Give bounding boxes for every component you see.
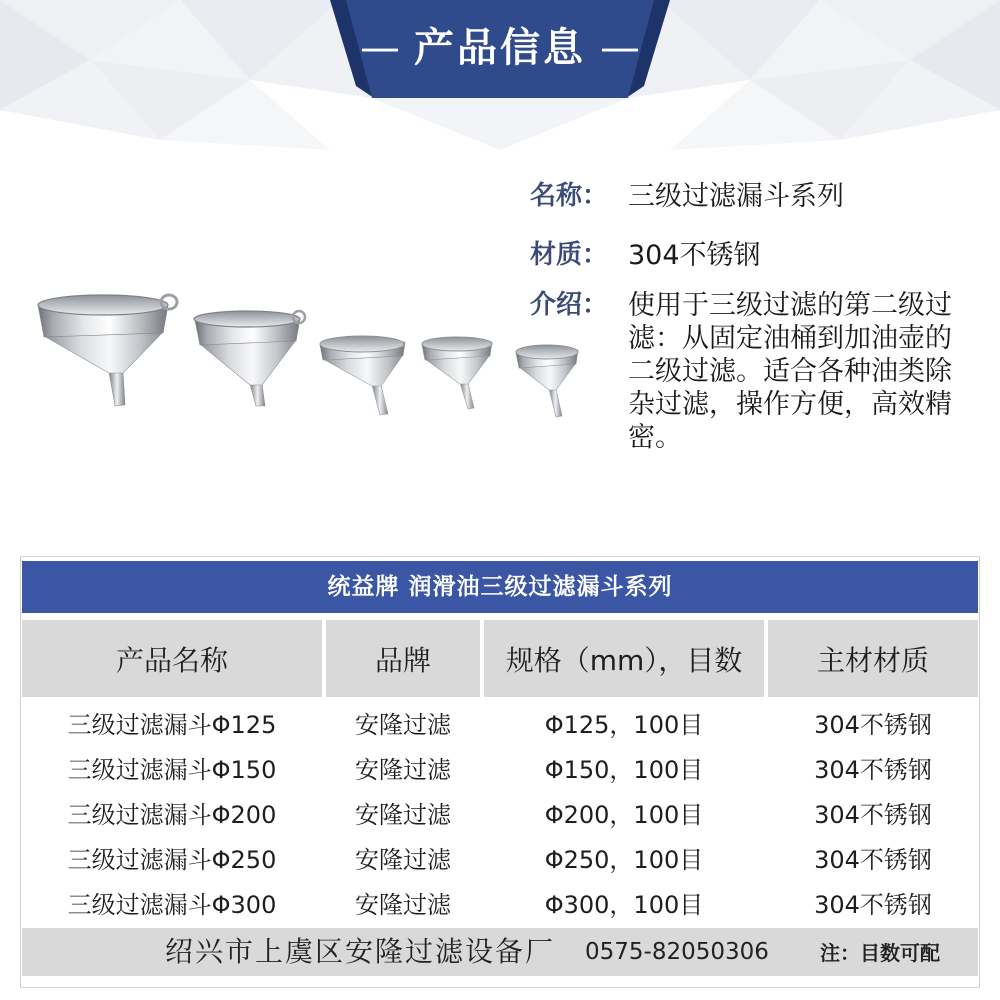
product-image-funnels (20, 280, 600, 430)
field-name-label: 名称： (530, 181, 609, 211)
cell-brand: 安隆过滤 (326, 700, 480, 745)
company-name: 绍兴市上虞区安隆过滤设备厂 (165, 935, 556, 968)
table-row (22, 835, 978, 880)
field-intro (530, 289, 953, 454)
footer-bar (22, 928, 978, 976)
table-row (22, 880, 978, 925)
cell-product-name: 三级过滤漏斗Φ125 (22, 700, 322, 745)
cell-brand: 安隆过滤 (326, 745, 480, 790)
field-material-label: 材质： (530, 240, 609, 270)
cell-material: 304不锈钢 (768, 880, 978, 925)
footer-note: 注：目数可配 (820, 941, 940, 965)
cell-spec: Φ250，100目 (484, 835, 764, 880)
field-material (530, 239, 761, 272)
cell-product-name: 三级过滤漏斗Φ150 (22, 745, 322, 790)
table-row (22, 790, 978, 835)
field-name (530, 180, 844, 213)
table-row (22, 745, 978, 790)
cell-product-name: 三级过滤漏斗Φ200 (22, 790, 322, 835)
cell-material: 304不锈钢 (768, 700, 978, 745)
table-title: 统益牌 润滑油三级过滤漏斗系列 (22, 561, 978, 613)
cell-material: 304不锈钢 (768, 745, 978, 790)
table-row (22, 700, 978, 745)
funnel-2 (194, 311, 305, 406)
cell-brand: 安隆过滤 (326, 835, 480, 880)
cell-spec: Φ125，100目 (484, 700, 764, 745)
cell-spec: Φ150，100目 (484, 745, 764, 790)
cell-spec: Φ200，100目 (484, 790, 764, 835)
column-header-spec: 规格（mm），目数 (484, 620, 764, 697)
cell-spec: Φ300，100目 (484, 880, 764, 925)
cell-material: 304不锈钢 (768, 835, 978, 880)
phone-number: 0575-82050306 (585, 939, 769, 965)
banner-title-text: 产品信息 (414, 25, 586, 71)
field-intro-value: 使用于三级过滤的第二级过滤：从固定油桶到加油壶的二级过滤。适合各种油类除杂过滤，操作方便，高效精密。 (628, 290, 952, 453)
column-header-material: 主材材质 (768, 620, 978, 697)
cell-material: 304不锈钢 (768, 790, 978, 835)
field-intro-label: 介绍： (530, 290, 609, 320)
cell-brand: 安隆过滤 (326, 880, 480, 925)
funnel-1 (38, 295, 177, 406)
cell-product-name: 三级过滤漏斗Φ250 (22, 835, 322, 880)
funnel-3 (320, 336, 405, 415)
cell-brand: 安隆过滤 (326, 790, 480, 835)
banner-dash-left: — (360, 25, 400, 71)
table-header-row (22, 620, 978, 697)
banner-title (0, 18, 1000, 78)
column-header-brand: 品牌 (326, 620, 480, 697)
cell-product-name: 三级过滤漏斗Φ300 (22, 880, 322, 925)
funnel-4 (422, 337, 492, 409)
field-material-value: 304不锈钢 (628, 240, 761, 271)
field-name-value: 三级过滤漏斗系列 (628, 181, 844, 212)
banner-dash-right: — (600, 25, 640, 71)
column-header-product-name: 产品名称 (22, 620, 322, 697)
